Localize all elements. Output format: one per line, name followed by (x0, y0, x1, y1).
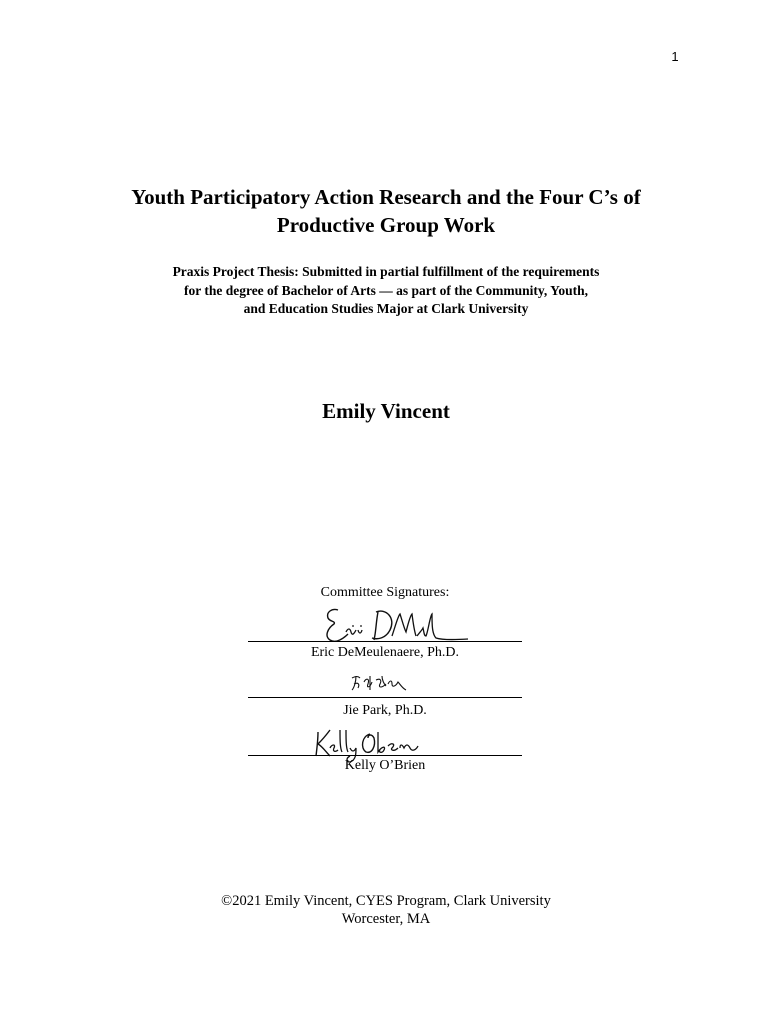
document-subtitle (140, 263, 632, 319)
committee-label: Committee Signatures: (320, 585, 450, 600)
signatory-name-1: Eric DeMeulenaere, Ph.D. (310, 645, 460, 660)
title-line-2: Productive Group Work (276, 213, 496, 237)
signature-2-image (348, 670, 412, 694)
location: Worcester, MA (341, 911, 431, 927)
page-number: 1 (671, 49, 679, 64)
author-name: Emily Vincent (322, 399, 450, 423)
signature-1-image (320, 602, 470, 644)
signature-line-3 (248, 755, 522, 756)
document-title (60, 183, 712, 239)
subtitle-line-2: for the degree of Bachelor of Arts — as part of the Community, Youth, (183, 282, 589, 298)
signatory-name-3: Kelly O’Brien (344, 758, 426, 773)
title-line-1: Youth Participatory Action Research and the Four C’s of (131, 185, 641, 209)
footer (160, 892, 612, 928)
signature-line-1 (248, 641, 522, 642)
subtitle-line-1: Praxis Project Thesis: Submitted in partial fulfillment of the requirements (172, 264, 600, 279)
signature-line-2 (248, 697, 522, 698)
copyright-notice: ©2021 Emily Vincent, CYES Program, Clark University (221, 893, 551, 909)
signatory-name-2: Jie Park, Ph.D. (343, 703, 427, 718)
subtitle-line-3: and Education Studies Major at Clark University (243, 301, 529, 316)
